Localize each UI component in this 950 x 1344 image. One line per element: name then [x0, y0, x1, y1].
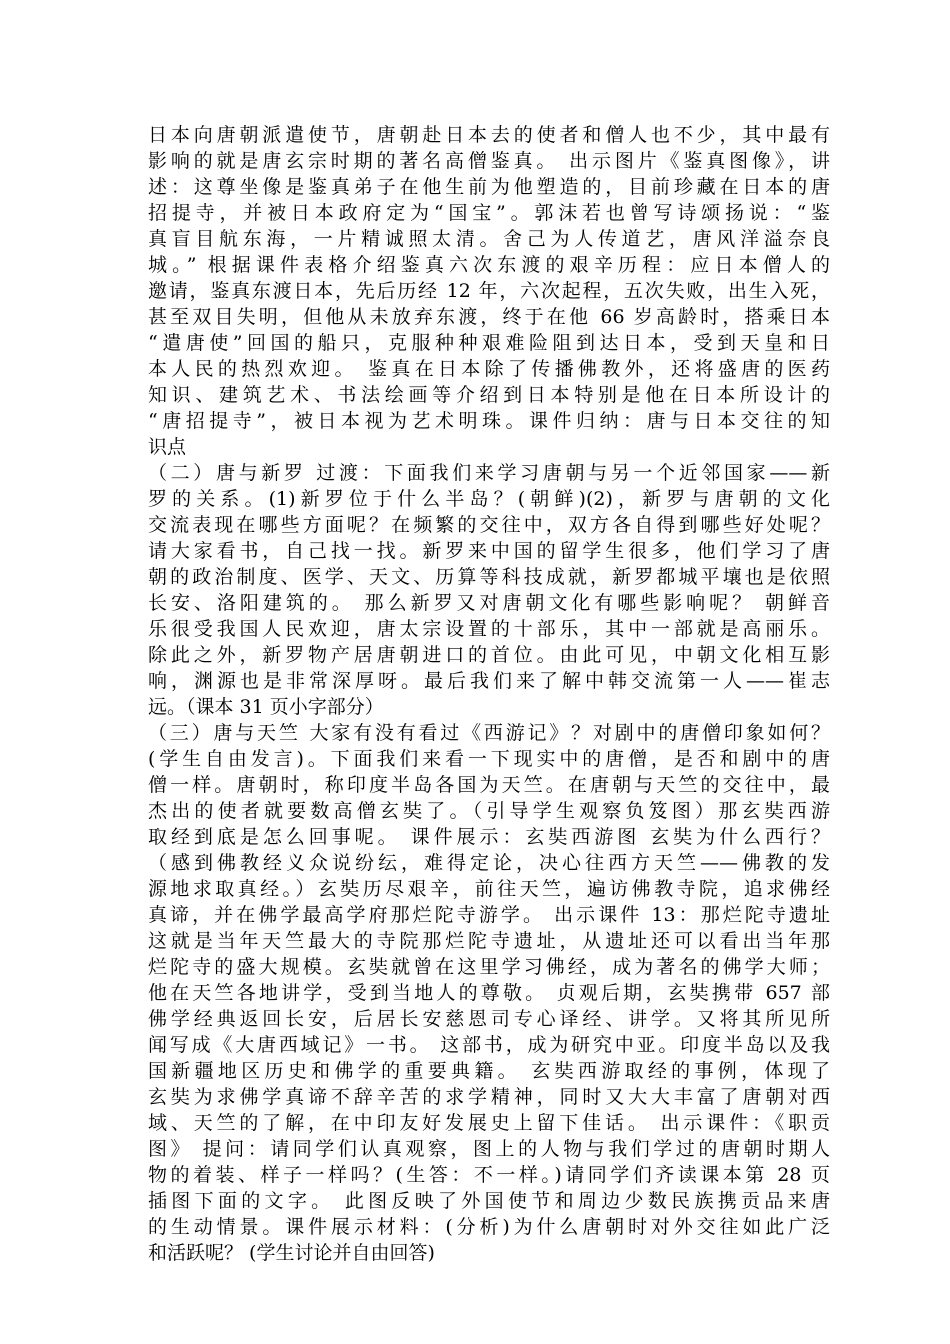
text-line: 的生动情景。课件展示材料：(分析)为什么唐朝时对外交往如此广泛: [148, 1216, 830, 1238]
text-line: 乐很受我国人民欢迎，唐太宗设置的十部乐，其中一部就是高丽乐。: [148, 618, 830, 640]
text-line: 识点: [148, 436, 187, 458]
text-line: 本人民的热烈欢迎。 鉴真在日本除了传播佛教外，还将盛唐的医药: [148, 358, 830, 380]
text-line: 物的着装、样子一样吗？(生答：不一样。)请同学们齐读课本第 28 页: [148, 1164, 830, 1186]
text-line: 域、天竺的了解，在中印友好发展史上留下佳话。 出示课件：《职贡: [148, 1112, 830, 1134]
text-line: 甚至双目失明，但他从未放弃东渡，终于在他 66 岁高龄时，搭乘日本: [148, 306, 830, 328]
text-line: 邀请，鉴真东渡日本，先后历经 12 年，六次起程，五次失败，出生入死，: [148, 280, 830, 302]
text-line: 取经到底是怎么回事呢。 课件展示：玄奘西游图 玄奘为什么西行？: [148, 826, 830, 848]
text-line: 杰出的使者就要数高僧玄奘了。（引导学生观察负笈图）那玄奘西游: [148, 800, 830, 822]
text-line: 源地求取真经。）玄奘历尽艰辛，前往天竺，遍访佛教寺院，追求佛经: [148, 878, 830, 900]
text-line: 插图下面的文字。 此图反映了外国使节和周边少数民族携贡品来唐: [148, 1190, 830, 1212]
text-line: 知识、建筑艺术、书法绘画等介绍到日本特别是他在日本所设计的: [148, 384, 830, 406]
text-line: 他在天竺各地讲学，受到当地人的尊敬。 贞观后期，玄奘携带 657 部: [148, 982, 830, 1004]
text-line: “唐招提寺”，被日本视为艺术明珠。课件归纳：唐与日本交往的知: [148, 410, 830, 432]
text-line: 图》 提问：请同学们认真观察，图上的人物与我们学过的唐朝时期人: [148, 1138, 830, 1160]
text-line: （三）唐与天竺 大家有没有看过《西游记》？对剧中的唐僧印象如何？: [148, 722, 830, 744]
text-line: 响，渊源也是非常深厚呀。最后我们来了解中韩交流第一人——崔志: [148, 670, 830, 692]
text-line: 国新疆地区历史和佛学的重要典籍。 玄奘西游取经的事例，体现了: [148, 1060, 830, 1082]
text-line: 佛学经典返回长安，后居长安慈恩司专心译经、讲学。又将其所见所: [148, 1008, 830, 1030]
text-line: 交流表现在哪些方面呢？在频繁的交往中，双方各自得到哪些好处呢？: [148, 514, 830, 536]
text-line: 朝的政治制度、医学、天文、历算等科技成就，新罗都城平壤也是依照: [148, 566, 830, 588]
text-line: 这就是当年天竺最大的寺院那烂陀寺遗址，从遗址还可以看出当年那: [148, 930, 830, 952]
text-line: 影响的就是唐玄宗时期的著名高僧鉴真。 出示图片《鉴真图像》，讲: [148, 150, 830, 172]
text-line: 招提寺，并被日本政府定为“国宝”。郭沫若也曾写诗颂扬说：“鉴: [148, 202, 830, 224]
text-line: （二）唐与新罗 过渡：下面我们来学习唐朝与另一个近邻国家——新: [148, 462, 830, 484]
text-line: 和活跃呢？ (学生讨论并自由回答): [148, 1242, 435, 1264]
text-line: 述：这尊坐像是鉴真弟子在他生前为他塑造的，目前珍藏在日本的唐: [148, 176, 830, 198]
text-line: 长安、洛阳建筑的。 那么新罗又对唐朝文化有哪些影响呢？ 朝鲜音: [148, 592, 830, 614]
text-line: 烂陀寺的盛大规模。玄奘就曾在这里学习佛经，成为著名的佛学大师；: [148, 956, 830, 978]
document-body-text: [148, 122, 830, 1266]
text-line: 日本向唐朝派遣使节，唐朝赴日本去的使者和僧人也不少，其中最有: [148, 124, 830, 146]
text-line: 真谛，并在佛学最高学府那烂陀寺游学。 出示课件 13：那烂陀寺遗址: [148, 904, 830, 926]
text-line: 请大家看书，自己找一找。新罗来中国的留学生很多，他们学习了唐: [148, 540, 830, 562]
text-line: (学生自由发言)。下面我们来看一下现实中的唐僧，是否和剧中的唐: [148, 748, 830, 770]
text-line: 僧一样。唐朝时，称印度半岛各国为天竺。在唐朝与天竺的交往中，最: [148, 774, 830, 796]
text-line: 真盲目航东海，一片精诚照太清。舍己为人传道艺，唐风洋溢奈良: [148, 228, 830, 250]
text-line: 玄奘为求佛学真谛不辞辛苦的求学精神，同时又大大丰富了唐朝对西: [148, 1086, 830, 1108]
text-line: “遣唐使”回国的船只，克服种种艰难险阻到达日本，受到天皇和日: [148, 332, 830, 354]
text-line: 城。” 根据课件表格介绍鉴真六次东渡的艰辛历程：应日本僧人的: [148, 254, 830, 276]
text-line: 远。（课本 31 页小字部分）: [148, 696, 384, 718]
text-line: 闻写成《大唐西域记》一书。 这部书，成为研究中亚。印度半岛以及我: [148, 1034, 830, 1056]
text-line: （感到佛教经义众说纷纭，难得定论，决心往西方天竺——佛教的发: [148, 852, 830, 874]
text-line: 除此之外，新罗物产居唐朝进口的首位。由此可见，中朝文化相互影: [148, 644, 830, 666]
text-line: 罗的关系。(1)新罗位于什么半岛？(朝鲜)(2)，新罗与唐朝的文化: [148, 488, 830, 510]
